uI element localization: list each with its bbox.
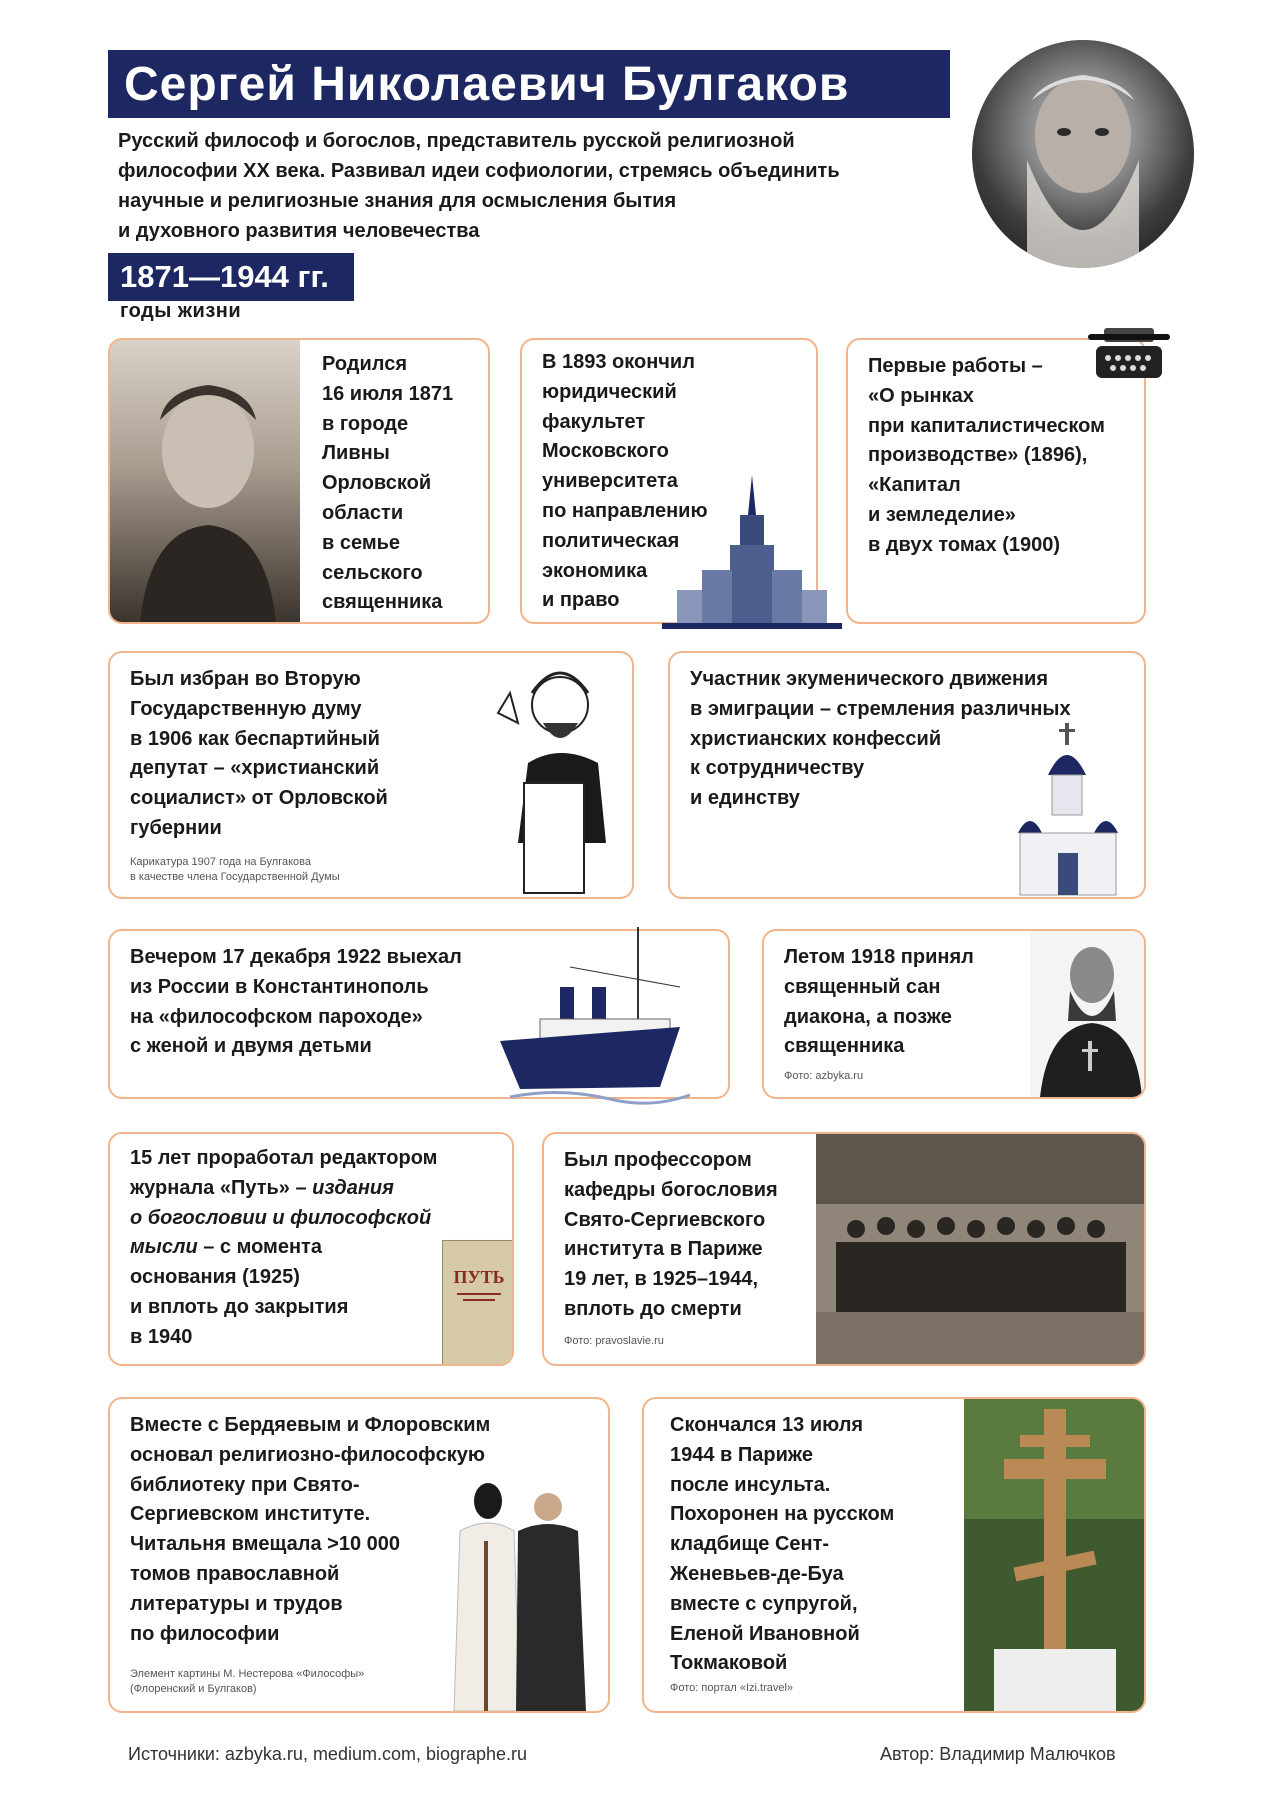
card-library [108, 1397, 610, 1713]
card-exile-text: Вечером 17 декабря 1922 выехал из России в Константинополь на «философском пароходе» с женой и двумя детьми [130, 946, 462, 1058]
young-portrait-photo [110, 340, 300, 622]
card-ecumenical [668, 651, 1146, 899]
card-priest-text: Летом 1918 принял священный сан диакона, а позже священника [784, 946, 974, 1058]
card-death-text: Скончался 13 июля 1944 в Париже после инсульта. Похоронен на русском кладбище Сент- Женевьев-де-Буа вместе с супругой, Еленой Ивановной Токмаковой [670, 1414, 895, 1675]
priest-photo [1030, 931, 1146, 1097]
description-line: Русский философ и богослов, представитель русской религиозной [118, 130, 795, 152]
university-building-icon [662, 475, 842, 633]
card-library-caption: Элемент картины М. Нестерова «Философы» (Флоренский и Булгаков) [130, 1668, 365, 1695]
description-line: научные и религиозные знания для осмысления бытия [118, 190, 677, 212]
card-ecumenical-text: Участник экуменического движения в эмиграции – стремления различных христианских конфессий к сотрудничеству и единству [690, 668, 1071, 810]
card-birth [108, 338, 490, 624]
card-priest [762, 929, 1146, 1099]
years-badge: 1871—1944 гг. [108, 253, 354, 301]
caricature-icon [488, 653, 634, 899]
card-duma-text: Был избран во Вторую Государственную думу в 1906 как беспартийный депутат – «христианский социалист» от Орловской губернии [130, 668, 388, 839]
card-death [642, 1397, 1146, 1713]
card-editor [108, 1132, 514, 1366]
card-duma-caption: Карикатура 1907 года на Булгакова в качестве члена Государственной Думы [130, 856, 340, 883]
page-title: Сергей Николаевич Булгаков [108, 50, 950, 118]
put-journal-book [442, 1240, 514, 1366]
card-professor [542, 1132, 1146, 1366]
footer-sources: Источники: azbyka.ru, medium.com, biographe.ru [128, 1744, 528, 1764]
description-line: и духовного развития человечества [118, 220, 480, 242]
book-title: ПУТЬ [453, 1267, 505, 1287]
philosophers-painting [436, 1471, 606, 1711]
card-library-text: Вместе с Бердяевым и Флоровским основал религиозно-философскую библиотеку при Свято- Сергиевском институте. Читальня вмещала >10 000 томов православной литературы и трудов по философии [130, 1414, 491, 1645]
card-works [846, 338, 1146, 624]
card-priest-caption: Фото: azbyka.ru [784, 1070, 864, 1082]
card-duma [108, 651, 634, 899]
card-birth-text: Родился 16 июля 1871 в городе Ливны Орловской области в семье сельского священника [322, 353, 454, 614]
card-university-text: В 1893 окончил юридический факультет Московского университета по направлению политическая экономика и право [542, 351, 708, 612]
card-professor-text: Был профессором кафедры богословия Свято-Сергиевского института в Париже 19 лет, в 1925–1944, вплоть до смерти [564, 1149, 778, 1320]
grave-cross-photo [964, 1399, 1146, 1713]
description-line: философии XX века. Развивал идеи софиологии, стремясь объединить [118, 160, 840, 182]
steamship-icon [500, 927, 700, 1123]
years-caption: годы жизни [120, 300, 242, 322]
portrait-photo [972, 40, 1194, 268]
description [118, 126, 908, 246]
institute-group-photo [816, 1134, 1146, 1366]
card-editor-text: 15 лет проработал редактором журнала «Путь» – издания о богословии и философской мысли – с момента основания (1925) и вплоть до закрытия в 1940 [130, 1147, 438, 1348]
church-icon [1010, 723, 1126, 899]
card-professor-caption: Фото: pravoslavie.ru [564, 1335, 664, 1347]
card-works-text: Первые работы – «О рынках при капиталистическом производстве» (1896), «Капитал и земледелие» в двух томах (1900) [868, 355, 1105, 556]
card-exile [108, 929, 730, 1099]
card-university [520, 338, 818, 624]
footer-author: Автор: Владимир Малючков [880, 1744, 1116, 1764]
card-death-caption: Фото: портал «Izi.travel» [670, 1682, 794, 1694]
